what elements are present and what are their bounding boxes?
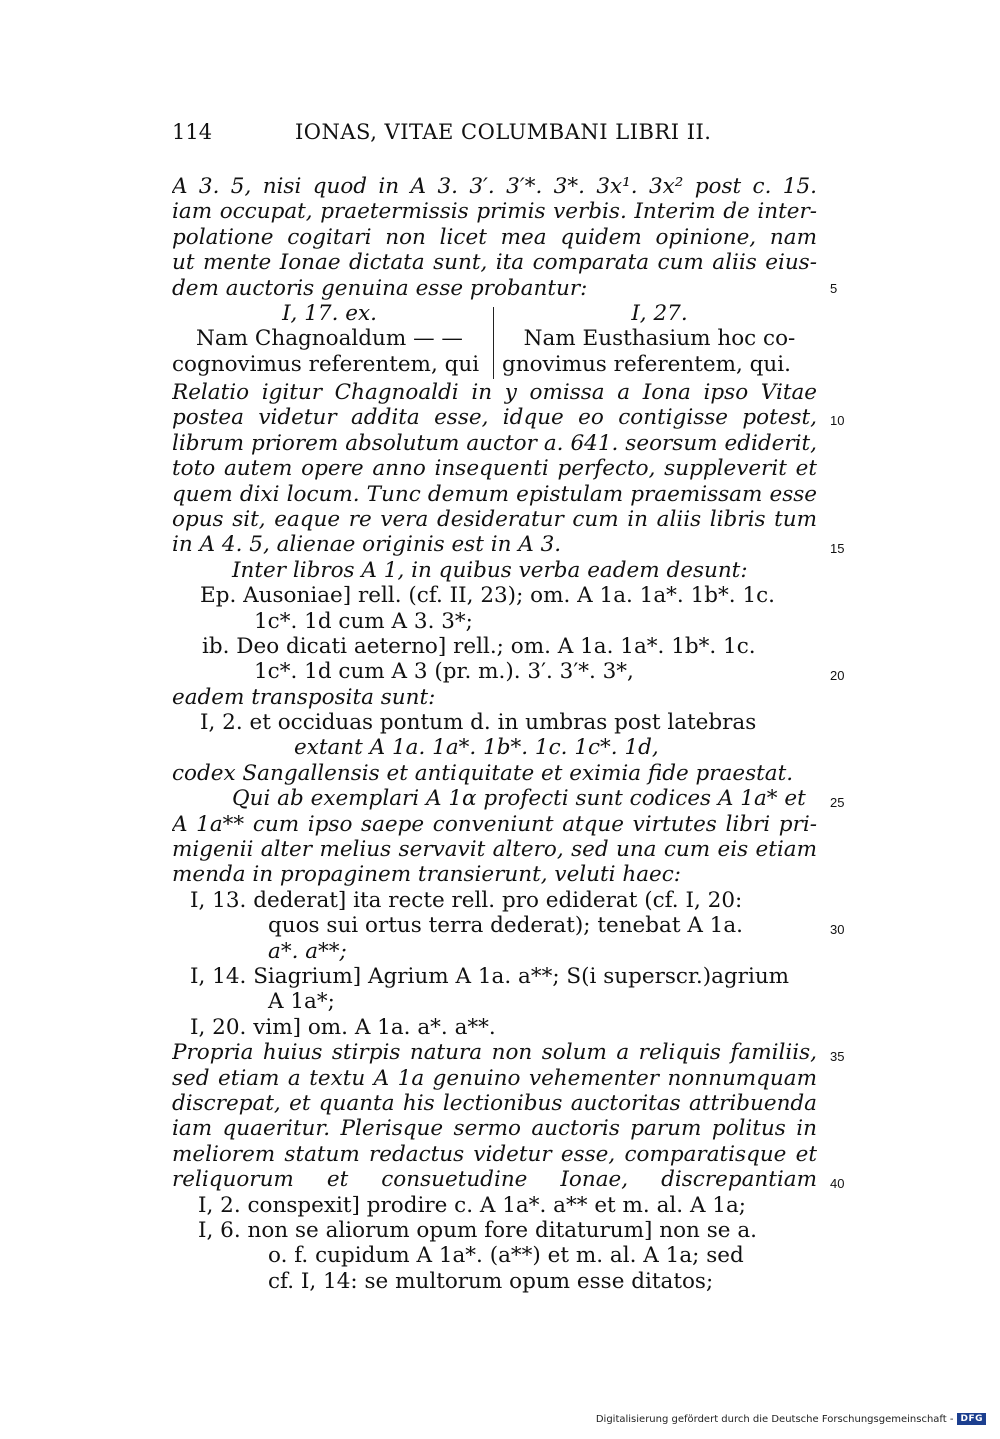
- text-line: meliorem statum redactus videtur esse, comparatisque et: [172, 1141, 817, 1167]
- text-line: cf. I, 14: se multorum opum esse ditatos;: [268, 1268, 714, 1294]
- line-number: 35: [830, 1049, 845, 1064]
- text-line: I, 13. dederat] ita recte rell. pro ediderat (cf. I, 20:: [190, 887, 743, 913]
- line-number: 10: [830, 413, 845, 428]
- text-line: Qui ab exemplari A 1α profecti sunt codices A 1a* et: [232, 786, 806, 812]
- running-title: IONAS, VITAE COLUMBANI LIBRI II.: [295, 120, 712, 144]
- text-line: I, 20. vim] om. A 1a. a*. a**.: [190, 1014, 496, 1040]
- text-line: 1c*. 1d cum A 3 (pr. m.). 3′. 3′*. 3*,: [254, 659, 634, 685]
- text-line: A 1a** cum ipso saepe conveniunt atque virtutes libri pri-: [172, 811, 817, 837]
- text-line: ut mente Ionae dictata sunt, ita comparata cum aliis eius-: [172, 250, 817, 276]
- text-line: toto autem opere anno insequenti perfecto, suppleverit et: [172, 456, 817, 482]
- text-line: Propria huius stirpis natura non solum a reliquis familiis,: [172, 1040, 817, 1066]
- paragraph-1: [172, 174, 817, 301]
- text-line: 1c*. 1d cum A 3. 3*;: [254, 608, 473, 634]
- text-line: discrepat, et quanta his lectionibus auctoritas attribuenda: [172, 1090, 817, 1116]
- digitization-footer: [596, 1413, 986, 1425]
- page-number: 114: [172, 120, 213, 144]
- text-line: a*. a**;: [268, 938, 347, 964]
- text-line: dem auctoris genuina esse probantur:: [172, 275, 588, 301]
- text-line: sed etiam a textu A 1a genuino vehementer nonnumquam: [172, 1065, 817, 1091]
- text-line: reliquorum et consuetudine Ionae, discrepantiam: [172, 1167, 817, 1193]
- text-line: in A 4. 5, alienae originis est in A 3.: [172, 532, 562, 558]
- text-line: opus sit, eaque re vera desideratur cum in aliis libris tum: [172, 506, 817, 532]
- text-line: quem dixi locum. Tunc demum epistulam praemissam esse: [172, 481, 817, 507]
- text-line: librum priorem absolutum auctor a. 641. seorsum ediderit,: [172, 430, 817, 456]
- text-line: I, 2. conspexit] prodire c. A 1a*. a** et m. al. A 1a;: [198, 1192, 747, 1218]
- left-line-2: cognovimus referentem, qui: [172, 351, 480, 377]
- line-number: 5: [830, 281, 838, 296]
- text-line: extant A 1a. 1a*. 1b*. 1c. 1c*. 1d,: [294, 735, 659, 761]
- right-column: [502, 301, 817, 377]
- text-line: codex Sangallensis et antiquitate et eximia fide praestat.: [172, 760, 794, 786]
- line-number: 40: [830, 1176, 845, 1191]
- text-line: I, 6. non se aliorum opum fore ditaturum] non se a.: [198, 1217, 757, 1243]
- right-line-1: Nam Eusthasium hoc co-: [523, 326, 796, 352]
- paragraph-2: [172, 380, 817, 1294]
- text-line: I, 14. Siagrium] Agrium A 1a. a**; S(i superscr.)agrium: [190, 963, 790, 989]
- text-line: I, 2. et occiduas pontum d. in umbras post latebras: [200, 710, 757, 736]
- right-line-2: gnovimus referentem, qui.: [502, 351, 791, 377]
- text-line: Ep. Ausoniae] rell. (cf. II, 23); om. A 1a. 1a*. 1b*. 1c.: [200, 583, 776, 609]
- text-line: iam occupat, praetermissis primis verbis. Interim de inter-: [172, 199, 817, 225]
- left-column: [172, 301, 487, 377]
- text-line: o. f. cupidum A 1a*. (a**) et m. al. A 1a; sed: [268, 1243, 744, 1269]
- dfg-logo-icon: DFG: [957, 1413, 986, 1425]
- right-reference: I, 27.: [631, 301, 688, 326]
- left-line-1: Nam Chagnoaldum — —: [196, 326, 463, 352]
- line-number: 15: [830, 541, 845, 556]
- text-line: ib. Deo dicati aeterno] rell.; om. A 1a. 1a*. 1b*. 1c.: [202, 633, 756, 659]
- column-divider: [493, 307, 494, 379]
- line-number: 30: [830, 922, 845, 937]
- text-line: menda in propaginem transierunt, veluti haec:: [172, 862, 682, 888]
- line-number: 20: [830, 668, 845, 683]
- left-reference: I, 17. ex.: [282, 301, 377, 326]
- footer-text: Digitalisierung gefördert durch die Deutsche Forschungsgemeinschaft -: [595, 1413, 954, 1425]
- text-line: postea videtur addita esse, idque eo contigisse potest,: [172, 405, 817, 431]
- text-line: polatione cogitari non licet mea quidem opinione, nam: [172, 224, 817, 250]
- text-line: A 3. 5, nisi quod in A 3. 3′. 3′*. 3*. 3x¹. 3x² post c. 15.: [172, 174, 817, 199]
- text-line: Inter libros A 1, in quibus verba eadem desunt:: [232, 557, 748, 583]
- text-line: iam quaeritur. Plerisque sermo auctoris parum politus in: [172, 1116, 817, 1142]
- text-line: A 1a*;: [268, 989, 335, 1015]
- text-line: Relatio igitur Chagnoaldi in y omissa a Iona ipso Vitae: [172, 380, 817, 405]
- text-line: quos sui ortus terra dederat); tenebat A 1a.: [268, 913, 744, 939]
- text-line: migenii alter melius servavit altero, sed una cum eis etiam: [172, 837, 817, 863]
- text-line: eadem transposita sunt:: [172, 684, 436, 710]
- parallel-passages: [172, 301, 817, 381]
- line-number: 25: [830, 795, 845, 810]
